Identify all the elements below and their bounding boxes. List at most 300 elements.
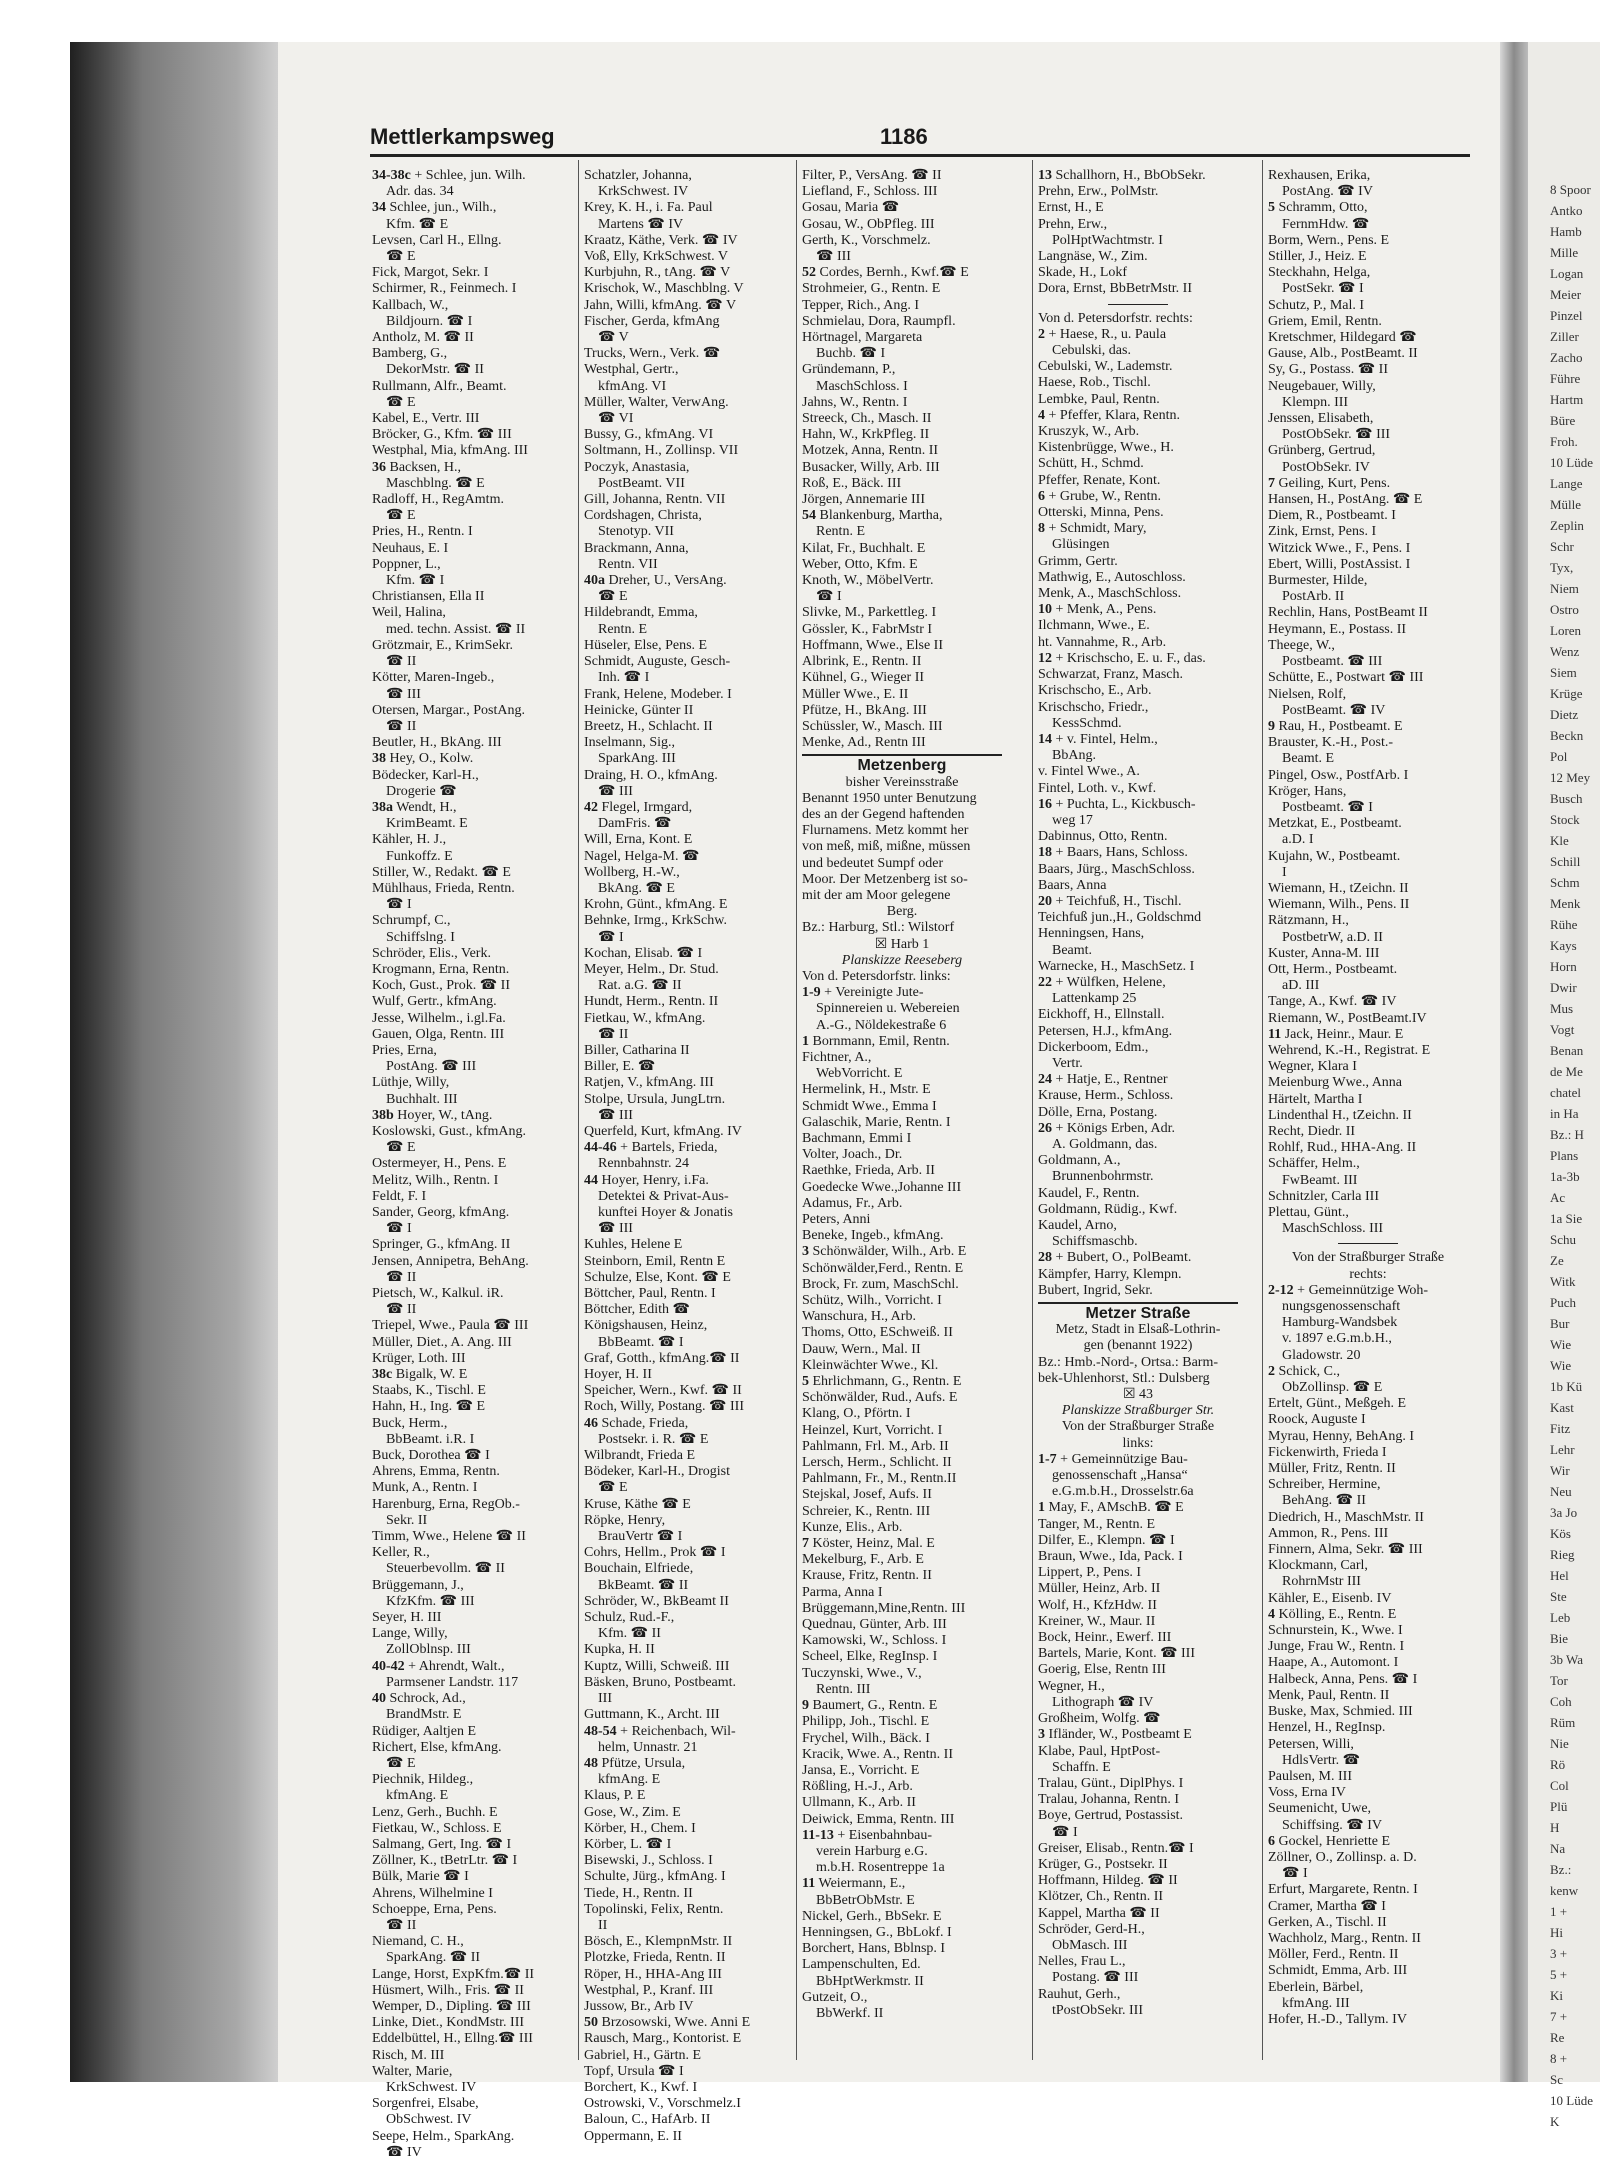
directory-entry: Weber, Otto, Kfm. E [802, 556, 918, 572]
column-divider [578, 160, 579, 2060]
directory-entry: Kujahn, W., Postbeamt. [1268, 848, 1401, 864]
directory-entry: Sander, Georg, kfmAng. [372, 1205, 510, 1220]
directory-entry: 50 Brzosowski, Wwe. Anni E [584, 2015, 751, 2031]
directory-entry: KrkSchwest. IV [372, 2079, 477, 2095]
house-number: 38 [372, 751, 386, 767]
directory-entry: Scheel, Elke, RegInsp. I [802, 1649, 938, 1665]
street-note: rechts: [1349, 1266, 1387, 1282]
next-page-fragment: 3b Wa [1550, 1652, 1584, 1667]
directory-entry: Dilfer, E., Klempn. ☎ I [1038, 1532, 1175, 1548]
directory-entry: Bz.: Harburg, Stl.: Wilstorf [802, 920, 955, 936]
directory-entry: Schulte, Jürg., kfmAng. I [584, 1869, 726, 1885]
directory-entry: Rat. a.G. ☎ II [584, 978, 682, 994]
directory-entry: Wegner, H., [1038, 1678, 1105, 1694]
directory-entry: Jussow, Br., Arb IV [584, 1998, 694, 2014]
house-number: 1 [802, 1033, 809, 1049]
directory-entry: e.G.m.b.H., Drosselstr.6a [1038, 1484, 1194, 1500]
directory-entry: Bödecker, Karl-H., [372, 767, 479, 783]
directory-entry: Otterski, Minna, Pens. [1038, 505, 1164, 521]
directory-entry: Rentn. VII [584, 556, 658, 572]
directory-entry: Großheim, Wolfg. ☎ [1038, 1711, 1161, 1727]
directory-entry: Fietkau, W., Schloss. E [372, 1820, 502, 1836]
next-page-fragment: 1a-3b [1550, 1169, 1580, 1184]
directory-entry: Tange, A., Kwf. ☎ IV [1268, 994, 1397, 1010]
directory-entry: Hildebrandt, Emma, [584, 605, 698, 621]
directory-entry: Gladowstr. 20 [1268, 1347, 1361, 1363]
directory-entry: Dölle, Erna, Postang. [1038, 1104, 1158, 1120]
column-3 [802, 168, 1002, 2022]
house-number: 7 [802, 1536, 809, 1552]
directory-entry: Glüsingen [1038, 537, 1110, 553]
directory-entry: 10 + Menk, A., Pens. [1038, 602, 1157, 618]
directory-entry: Böttcher, Paul, Rentn. I [584, 1286, 716, 1302]
directory-entry: Salmang, Gert, Ing. ☎ I [372, 1836, 512, 1852]
directory-entry: Stiller, W., Redakt. ☎ E [372, 864, 511, 880]
directory-entry: Pietsch, W., Kalkul. iR. [372, 1286, 504, 1302]
next-page-fragment: Pinzel [1550, 308, 1583, 323]
directory-entry: Biller, Catharina II [584, 1042, 690, 1058]
directory-entry: Sy, G., Postass. ☎ II [1268, 362, 1388, 378]
directory-entry: 2-12 + Gemeinnützige Woh- [1268, 1282, 1429, 1298]
house-number: 11 [1268, 1026, 1282, 1042]
directory-entry: Haese, Rob., Tischl. [1038, 375, 1151, 391]
directory-entry: Metzkat, E., Postbeamt. [1268, 816, 1402, 832]
directory-entry: Lange, Horst, ExpKfm.☎ II [372, 1966, 535, 1982]
directory-entry: Pries, H., Rentn. I [372, 524, 473, 540]
directory-entry: Hüsmert, Wilh., Fris. ☎ II [372, 1982, 524, 1998]
directory-entry: Röper, H., HHA-Ang III [584, 1966, 722, 1982]
directory-entry: m.b.H. Rosentreppe 1a [802, 1860, 945, 1876]
street-section-title: Metzer Straße [1038, 1302, 1238, 1322]
directory-entry: Lembke, Paul, Rentn. [1038, 391, 1160, 407]
directory-entry: Bouchain, Elfriede, [584, 1561, 694, 1577]
street-section-title: Metzenberg [802, 754, 1002, 774]
directory-entry: HdlsVertr. ☎ [1268, 1752, 1361, 1768]
directory-entry: Kruse, Käthe ☎ E [584, 1496, 691, 1512]
directory-entry: Gose, W., Zim. E [584, 1804, 681, 1820]
directory-entry: ☎ II [372, 1917, 417, 1933]
directory-entry: Borchert, K., Kwf. I [584, 2079, 698, 2095]
directory-entry: 14 + v. Fintel, Helm., [1038, 731, 1158, 747]
street-note: ☒ Harb 1 [874, 936, 930, 952]
next-page-fragment: Ki [1550, 1988, 1563, 2003]
column-1 [372, 168, 572, 2161]
directory-entry: Ahrens, Wilhelmine I [372, 1885, 493, 1901]
next-page-fragment: Horn [1550, 959, 1577, 974]
directory-entry: Pahlmann, Frl. M., Arb. II [802, 1438, 949, 1454]
directory-entry: ObZollinsp. ☎ E [1268, 1380, 1383, 1396]
directory-entry: 8 + Schmidt, Mary, [1038, 521, 1147, 537]
directory-entry: PostArb. II [1268, 589, 1345, 605]
next-page-fragment: Beckn [1550, 728, 1584, 743]
directory-entry: 54 Blankenburg, Martha, [802, 508, 943, 524]
directory-entry: mit der am Moor gelegene [802, 887, 951, 903]
directory-entry: Roß, E., Bäck. III [802, 475, 902, 491]
directory-entry: ZollOblnsp. III [372, 1642, 471, 1658]
directory-entry: 18 + Baars, Hans, Schloss. [1038, 845, 1188, 861]
directory-entry: 34-38c + Schlee, jun. Wilh. [372, 168, 526, 183]
directory-entry: BbWerkf. II [802, 2005, 884, 2021]
next-page-fragment: Ziller [1550, 329, 1579, 344]
directory-entry: 11 Jack, Heinr., Maur. E [1268, 1026, 1404, 1042]
house-number: 12 [1038, 650, 1052, 666]
directory-entry: Kracik, Wwe. A., Rentn. II [802, 1746, 953, 1762]
directory-entry: Klaus, P. E [584, 1788, 646, 1804]
directory-entry: Rüdiger, Aaltjen E [372, 1723, 477, 1739]
directory-entry: Filter, P., VersAng. ☎ II [802, 168, 942, 183]
directory-entry: BkBeamt. ☎ II [584, 1577, 689, 1593]
next-page-fragment: 12 Mey [1550, 770, 1591, 785]
directory-entry: Menke, Ad., Rentn III [802, 735, 926, 751]
house-number: 7 [1268, 475, 1275, 491]
directory-entry: 1-7 + Gemeinnützige Bau- [1038, 1451, 1188, 1467]
directory-entry: Langnäse, W., Zim. [1038, 249, 1148, 265]
column-divider [1262, 160, 1263, 2060]
directory-entry: Bröcker, G., Kfm. ☎ III [372, 427, 512, 443]
directory-entry: Eickhoff, H., Ellnstall. [1038, 1007, 1165, 1023]
directory-entry: Maschblng. ☎ E [372, 475, 485, 491]
directory-entry: Neuhaus, E. I [372, 540, 449, 556]
directory-entry: Krischok, W., Maschblng. V [584, 281, 744, 297]
house-number: 54 [802, 508, 816, 524]
directory-entry: Heinzel, Kurt, Vorricht. I [802, 1422, 943, 1438]
directory-entry: Feldt, F. I [372, 1188, 427, 1204]
next-page-fragment: Meier [1550, 287, 1582, 302]
directory-entry: Schatzler, Johanna, [584, 168, 692, 183]
directory-entry: Fickenwirth, Frieda I [1268, 1444, 1387, 1460]
directory-entry: Pahlmann, Fr., M., Rentn.II [802, 1471, 957, 1487]
directory-entry: Westphal, P., Kranf. III [584, 1982, 714, 1998]
next-page-fragment: in Ha [1550, 1106, 1579, 1121]
directory-entry: Stolpe, Ursula, JungLtrn. [584, 1091, 726, 1107]
directory-entry: Rohlf, Rud., HHA-Ang. II [1268, 1140, 1417, 1156]
street-note: ☒ 43 [1122, 1387, 1154, 1403]
directory-entry: Melitz, Wilh., Rentn. I [372, 1172, 499, 1188]
next-page-fragment: Ostro [1550, 602, 1579, 617]
next-page-fragment: Wenz [1550, 644, 1580, 659]
directory-entry: WebVorricht. E [802, 1066, 903, 1082]
directory-entry: Volter, Joach., Dr. [802, 1147, 903, 1163]
directory-entry: ☎ I [1038, 1824, 1078, 1840]
house-number: 48-54 [584, 1723, 617, 1739]
next-page-fragment: Kast [1550, 1400, 1574, 1415]
directory-entry: Roch, Willy, Postang. ☎ III [584, 1399, 744, 1415]
street-note: gen (benannt 1922) [1083, 1338, 1193, 1354]
directory-entry: Klabe, Paul, HptPost- [1038, 1743, 1161, 1759]
directory-entry: Schütt, H., Schmd. [1038, 456, 1144, 472]
directory-entry: Risch, M. III [372, 2047, 445, 2063]
directory-entry: Kfm. ☎ E [372, 216, 449, 232]
directory-entry: Gosau, W., ObPfleg. III [802, 216, 935, 232]
house-number: 9 [1268, 718, 1275, 734]
directory-entry: Soltmann, H., Zollinsp. VII [584, 443, 739, 459]
next-page-fragment: Wie [1550, 1358, 1572, 1373]
directory-entry: Keller, R., [372, 1545, 430, 1561]
directory-entry: nungsgenossenschaft [1268, 1299, 1401, 1315]
directory-entry: 44-46 + Bartels, Frieda, [584, 1140, 718, 1156]
directory-entry: Schreier, K., Rentn. III [802, 1503, 931, 1519]
directory-entry: Lattenkamp 25 [1038, 991, 1137, 1007]
next-page-fragment: 7 + [1550, 2009, 1568, 2024]
directory-entry: Grimm, Gertr. [1038, 553, 1118, 569]
directory-entry: Postang. ☎ III [1038, 1970, 1139, 1986]
directory-entry: Westphal, Gertr., [584, 362, 679, 378]
directory-entry: Heymann, E., Postass. II [1268, 621, 1407, 637]
next-page-fragment: Coh [1550, 1694, 1572, 1709]
directory-entry: Warnecke, H., MaschSetz. I [1038, 958, 1195, 974]
directory-entry: Hamburg-Wandsbek [1268, 1315, 1398, 1331]
directory-entry: Recht, Diedr. II [1268, 1123, 1356, 1139]
directory-entry: Bock, Heinr., Ewerf. III [1038, 1630, 1172, 1646]
next-page-fragment: Wie [1550, 1337, 1572, 1352]
directory-entry: Mathwig, E., Autoschloss. [1038, 569, 1186, 585]
directory-entry: med. techn. Assist. ☎ II [372, 621, 526, 637]
directory-entry: ☎ II [372, 1302, 417, 1318]
directory-entry: Gerken, A., Tischl. II [1268, 1914, 1387, 1930]
directory-entry: Jensen, Annipetra, BehAng. [372, 1253, 529, 1269]
directory-entry: 24 + Hatje, E., Rentner [1038, 1072, 1168, 1088]
directory-entry: Seumenicht, Uwe, [1268, 1801, 1372, 1817]
directory-entry: ht. Vannahme, R., Arb. [1038, 634, 1167, 650]
directory-entry: Harenburg, Erna, RegOb.- [372, 1496, 520, 1512]
directory-entry: Munk, A., Rentn. I [372, 1480, 478, 1496]
directory-entry: SparkAng. ☎ II [372, 1950, 481, 1966]
directory-entry: Bz.: Hmb.-Nord-, Ortsa.: Barm- [1038, 1354, 1219, 1370]
next-page-fragment: Loren [1550, 623, 1582, 638]
directory-entry: Querfeld, Kurt, kfmAng. IV [584, 1123, 742, 1139]
directory-entry: Gründemann, P., [802, 362, 896, 378]
directory-entry: Ostermeyer, H., Pens. E [372, 1156, 507, 1172]
directory-entry: Cebulski, das. [1038, 343, 1131, 359]
directory-entry: Klötzer, Ch., Rentn. II [1038, 1889, 1164, 1905]
house-number: 4 [1038, 407, 1045, 423]
column-5 [1268, 168, 1468, 2028]
directory-entry: Myrau, Henny, BehAng. I [1268, 1428, 1415, 1444]
next-page-fragment: Schm [1550, 875, 1580, 890]
next-page-edge [1528, 42, 1600, 2129]
next-page-fragment: Tyx, [1550, 560, 1574, 575]
next-page-fragment: Lehr [1550, 1442, 1575, 1457]
directory-entry: Lange, Willy, [372, 1626, 448, 1642]
directory-entry: 40 Schrock, Ad., [372, 1691, 466, 1707]
directory-entry: Buchhalt. III [372, 1091, 458, 1107]
directory-entry: Krischscho, E., Arb. [1038, 683, 1152, 699]
directory-entry: Krüger, G., Postsekr. II [1038, 1856, 1168, 1872]
directory-entry: Poppner, L., [372, 556, 441, 572]
next-page-fragment: Pol [1550, 749, 1568, 764]
next-page-fragment: 10 Lüde [1550, 455, 1593, 470]
house-number: 3 [802, 1244, 809, 1260]
next-page-fragment: Schr [1550, 539, 1574, 554]
directory-entry: Rausch, Marg., Kontorist. E [584, 2031, 742, 2047]
directory-entry: KessSchmd. [1038, 715, 1122, 731]
house-number: 36 [372, 459, 386, 475]
directory-entry: Rentn. E [584, 621, 647, 637]
directory-entry: Krüger, Loth. III [372, 1350, 466, 1366]
column-divider [796, 160, 797, 2060]
directory-entry: Rullmann, Alfr., Beamt. [372, 378, 507, 394]
directory-entry: Poczyk, Anastasia, [584, 459, 690, 475]
directory-entry: tPostObSekr. III [1038, 2002, 1143, 2018]
house-number: 6 [1268, 1833, 1275, 1849]
house-number: 5 [1268, 200, 1275, 216]
directory-entry: ☎ II [372, 718, 417, 734]
directory-entry: Menk, A., MaschSchloss. [1038, 586, 1182, 602]
directory-entry: Krohn, Günt., kfmAng. E [584, 897, 728, 913]
directory-entry: Kuster, Anna-M. III [1268, 945, 1380, 961]
next-page-fragment: Antko [1550, 203, 1583, 218]
directory-entry: Tanger, M., Rentn. E [1038, 1516, 1156, 1532]
directory-entry: Philipp, Joh., Tischl. E [802, 1714, 930, 1730]
directory-entry: Brock, Fr. zum, MaschSchl. [802, 1276, 959, 1292]
directory-entry: Kreiner, W., Maur. II [1038, 1613, 1156, 1629]
directory-entry: Schröder, Elis., Verk. [372, 945, 491, 961]
directory-entry: III [584, 1691, 612, 1707]
directory-entry: 26 + Königs Erben, Adr. [1038, 1120, 1175, 1136]
next-page-fragment: Logan [1550, 266, 1584, 281]
directory-entry: Speicher, Wern., Kwf. ☎ II [584, 1383, 742, 1399]
directory-entry: 2 Schick, C., [1268, 1363, 1340, 1379]
section-divider [1338, 1243, 1398, 1244]
next-page-fragment: Schill [1550, 854, 1581, 869]
next-page-fragment: H [1550, 1820, 1560, 1835]
next-page-fragment: Kays [1550, 938, 1577, 953]
directory-entry: Buck, Dorothea ☎ I [372, 1448, 490, 1464]
next-page-fragment: K [1550, 2114, 1560, 2129]
directory-entry: 42 Flegel, Irmgard, [584, 799, 693, 815]
directory-entry: Schmidt, Emma, Arb. III [1268, 1963, 1408, 1979]
directory-entry: Kappel, Martha ☎ II [1038, 1905, 1160, 1921]
directory-entry: Kaudel, F., Rentn. [1038, 1185, 1140, 1201]
next-page-fragment: Dwir [1550, 980, 1577, 995]
directory-entry: Schütz, Wilh., Vorricht. I [802, 1293, 942, 1309]
directory-entry: Mekelburg, F., Arb. E [802, 1552, 924, 1568]
directory-entry: 40-42 + Ahrendt, Walt., [372, 1658, 505, 1674]
directory-entry: Kamowski, W., Schloss. I [802, 1633, 947, 1649]
directory-entry: Lersch, Herm., Schlicht. II [802, 1455, 952, 1471]
directory-entry: kfmAng. E [372, 1788, 449, 1804]
directory-entry: Krey, K. H., i. Fa. Paul [584, 200, 713, 216]
next-page-fragment: Col [1550, 1778, 1569, 1793]
directory-entry: Petersen, Willi, [1268, 1736, 1354, 1752]
directory-entry: Brunnenbohrmstr. [1038, 1169, 1154, 1185]
house-number: 2-12 [1268, 1282, 1294, 1298]
directory-entry: Ertelt, Günt., Meßgeh. E [1268, 1396, 1407, 1412]
directory-entry: ☎ E [584, 589, 628, 605]
directory-entry: 22 + Wülfken, Helene, [1038, 974, 1166, 990]
directory-entry: Diem, R., Postbeamt. I [1268, 508, 1396, 524]
directory-entry: Bussy, G., kfmAng. VI [584, 427, 714, 443]
directory-entry: Kupka, H. II [584, 1642, 655, 1658]
directory-entry: Kurbjuhn, R., tAng. ☎ V [584, 265, 731, 281]
directory-entry: Dauw, Wern., Mal. II [802, 1341, 921, 1357]
directory-entry: Braun, Wwe., Ida, Pack. I [1038, 1549, 1183, 1565]
next-page-fragment: Hartm [1550, 392, 1584, 407]
directory-entry: 9 Rau, H., Postbeamt. E [1268, 718, 1403, 734]
directory-entry: Schröder, Gerd-H., [1038, 1921, 1145, 1937]
directory-entry: Teichfuß jun.,H., Goldschmd [1038, 910, 1202, 926]
directory-entry: Wulf, Gertr., kfmAng. [372, 994, 497, 1010]
directory-entry: Hoffmann, Hildeg. ☎ II [1038, 1873, 1178, 1889]
directory-entry: Henningsen, G., BbLokf. I [802, 1924, 952, 1940]
directory-entry: Kähler, H. J., [372, 832, 447, 848]
directory-entry: Nickel, Gerh., BbSekr. E [802, 1908, 942, 1924]
directory-entry: Beneke, Ingeb., kfmAng. [802, 1228, 944, 1244]
directory-entry: ☎ III [372, 686, 421, 702]
directory-entry: ☎ III [584, 1107, 633, 1123]
directory-entry: genossenschaft „Hansa“ [1038, 1468, 1188, 1484]
directory-entry: Kruszyk, W., Arb. [1038, 424, 1140, 440]
directory-entry: Schnurstein, K., Wwe. I [1268, 1623, 1403, 1639]
directory-entry: Jörgen, Annemarie III [802, 492, 925, 508]
directory-entry: Bisewski, J., Schloss. I [584, 1853, 713, 1869]
house-number: 4 [1268, 1606, 1275, 1622]
directory-entry: Liefland, F., Schloss. III [802, 184, 938, 200]
directory-entry: 5 Schramm, Otto, [1268, 200, 1368, 216]
directory-entry: Grötzmair, E., KrimSekr. [372, 637, 513, 653]
directory-entry: Radloff, H., RegAmtm. [372, 492, 504, 508]
directory-entry: Schreiber, Hermine, [1268, 1477, 1381, 1493]
directory-entry: Bödeker, Karl-H., Drogist [584, 1464, 731, 1480]
directory-entry: Wollberg, H.-W., [584, 864, 680, 880]
directory-entry: Krause, Herm., Schloss. [1038, 1088, 1174, 1104]
street-note: links: [1122, 1435, 1154, 1451]
column-divider [1032, 160, 1033, 2060]
directory-entry: Nagel, Helga-M. ☎ [584, 848, 700, 864]
directory-entry: Thoms, Otto, ESchweiß. II [802, 1325, 953, 1341]
directory-entry: Wanschura, H., Arb. [802, 1309, 916, 1325]
next-page-fragment: Froh. [1550, 434, 1578, 449]
directory-entry: BbHptWerkmstr. II [802, 1973, 924, 1989]
directory-entry: Schnitzler, Carla III [1268, 1188, 1380, 1204]
directory-entry: Gill, Johanna, Rentn. VII [584, 492, 726, 508]
next-page-fragment: Benan [1550, 1043, 1584, 1058]
directory-entry: 28 + Bubert, O., PolBeamt. [1038, 1250, 1192, 1266]
house-number: 9 [802, 1698, 809, 1714]
directory-entry: Postbeamt. ☎ III [1268, 654, 1383, 670]
next-page-fragment: 5 + [1550, 1967, 1568, 1982]
header-rule [370, 154, 1470, 157]
next-page-fragment: Rö [1550, 1757, 1566, 1772]
directory-entry: Schutz, P., Mal. I [1268, 297, 1365, 313]
directory-entry: DekorMstr. ☎ II [372, 362, 484, 378]
directory-entry: Levsen, Carl H., Ellng. [372, 232, 502, 248]
directory-entry: ObSchwest. IV [372, 2112, 472, 2128]
next-page-fragment: chatel [1550, 1085, 1582, 1100]
directory-entry: Boye, Gertrud, Postassist. [1038, 1808, 1184, 1824]
house-number: 38c [372, 1367, 393, 1383]
directory-entry: Koslowski, Gust., kfmAng. [372, 1123, 527, 1139]
directory-entry: von meß, miß, mißne, müssen [802, 839, 971, 855]
street-note: bisher Vereinsstraße [845, 774, 959, 790]
directory-entry: Sekr. II [372, 1512, 428, 1528]
directory-entry: Hüseler, Else, Pens. E [584, 637, 708, 653]
house-number: 2 [1268, 1363, 1275, 1379]
directory-entry: BehAng. ☎ II [1268, 1493, 1366, 1509]
next-page-fragment: Mille [1550, 245, 1579, 260]
directory-entry: Lindenthal H., tZeichn. II [1268, 1107, 1412, 1123]
directory-entry: Witzick Wwe., F., Pens. I [1268, 540, 1411, 556]
directory-entry: verein Harburg e.G. [802, 1843, 928, 1859]
directory-entry: Springer, G., kfmAng. II [372, 1237, 511, 1253]
directory-entry: 48 Pfütze, Ursula, [584, 1755, 686, 1771]
directory-entry: Baars, Jürg., MaschSchloss. [1038, 861, 1195, 877]
next-page-fragment: Rühe [1550, 917, 1578, 932]
directory-entry: 6 + Grube, W., Rentn. [1038, 488, 1161, 504]
directory-entry: Beamt. E [1268, 751, 1335, 767]
next-page-fragment: Mus [1550, 1001, 1574, 1016]
directory-entry: Jahns, W., Rentn. I [802, 394, 908, 410]
